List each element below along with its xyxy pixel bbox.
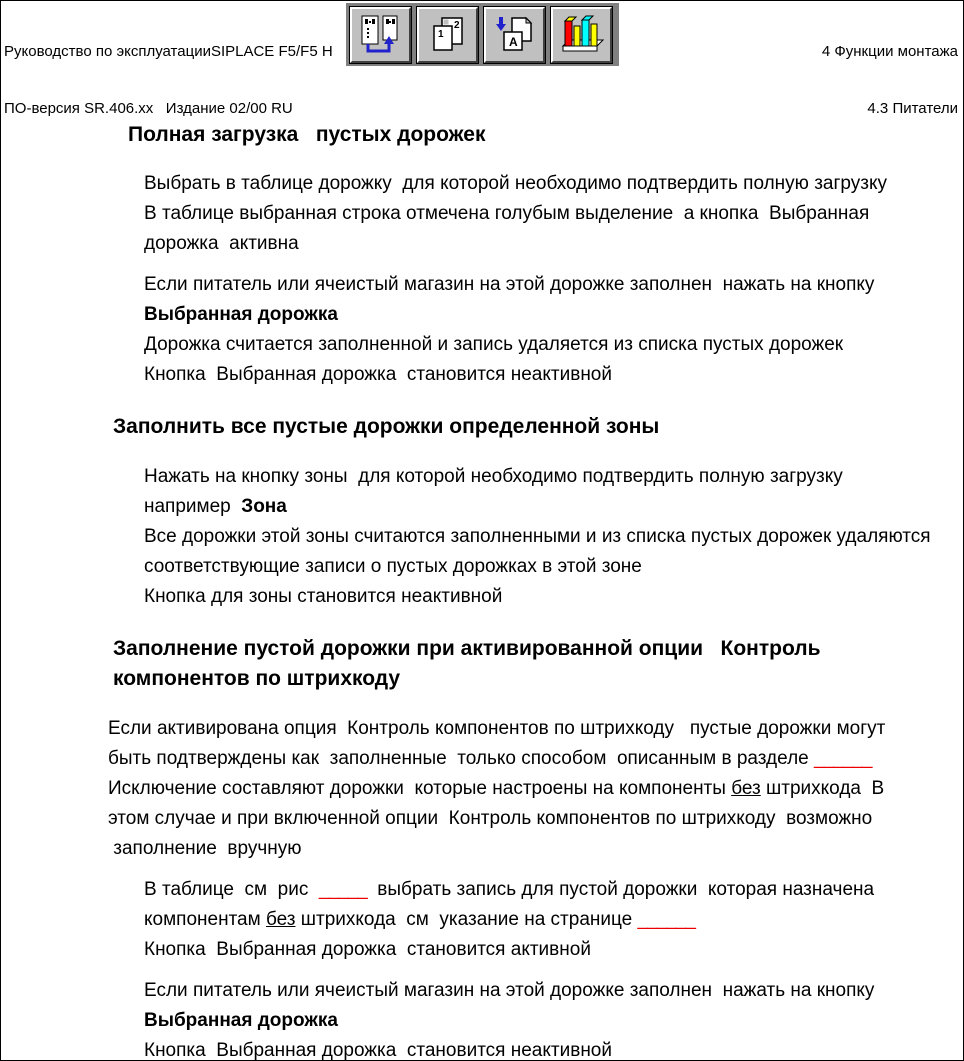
- bold-text: Выбранная дорожка: [144, 1010, 338, 1031]
- underlined-text: без: [731, 778, 761, 799]
- text-line: [108, 774, 963, 804]
- text-line: [144, 270, 963, 300]
- text-line: [144, 582, 963, 612]
- text-line: [108, 834, 963, 864]
- text-line: [113, 634, 963, 664]
- text-segment: В таблице см рис: [144, 879, 319, 900]
- sort-alpha-button[interactable]: [484, 7, 545, 63]
- text-segment: Заполнение пустой дорожки при активированной опции Контроль: [113, 637, 821, 660]
- text-segment: штрихкода см указание на странице: [295, 909, 638, 930]
- text-segment: Все дорожки этой зоны считаются заполненными и из списка пустых дорожек удаляются: [144, 526, 931, 547]
- text-line: [113, 412, 963, 442]
- svg-text:A: A: [508, 34, 518, 49]
- svg-text:2: 2: [453, 19, 460, 31]
- svg-text:1: 1: [437, 28, 444, 40]
- text-segment: быть подтверждены как заполненные только способом описанным в разделе: [108, 748, 815, 769]
- text-segment: этом случае и при включенной опции Контроль компонентов по штрихкоду возможно: [108, 808, 873, 829]
- text-segment: Выбрать в таблице дорожку для которой необходимо подтвердить полную загрузку: [144, 173, 887, 194]
- text-line: [108, 744, 963, 774]
- header-version: ПО-версия SR.406.xx Издание 02/00 RU: [4, 100, 293, 117]
- text-line: [144, 492, 963, 522]
- text-line: [144, 935, 963, 965]
- text-line: [144, 462, 963, 492]
- paragraph: [1, 976, 963, 1061]
- text-segment: Кнопка Выбранная дорожка становится активной: [144, 939, 591, 960]
- text-line: [144, 905, 963, 935]
- section-heading: [1, 634, 963, 694]
- text-line: [144, 229, 963, 259]
- books-icon: [559, 14, 605, 56]
- text-segment: заполнение вручную: [108, 838, 302, 859]
- paragraph: [1, 714, 963, 864]
- text-segment: например: [144, 496, 242, 517]
- text-line: [113, 664, 963, 694]
- header-title: Руководство по эксплуатацииSIPLACE F5/F5 H: [4, 43, 333, 60]
- text-line: [144, 300, 963, 330]
- text-segment: Если питатель или ячеистый магазин на этой дорожке заполнен нажать на кнопку: [144, 274, 875, 295]
- text-line: [144, 552, 963, 582]
- text-segment: Нажать на кнопку зоны для которой необходимо подтвердить полную загрузку: [144, 466, 843, 487]
- text-line: [144, 199, 963, 229]
- bold-text: Выбранная дорожка: [144, 304, 338, 325]
- header-chapter: 4 Функции монтажа: [821, 43, 958, 60]
- text-segment: соответствующие записи о пустых дорожках в этой зоне: [144, 556, 642, 577]
- text-segment: дорожка активна: [144, 233, 299, 254]
- feeder-transfer-icon: [358, 14, 404, 56]
- paragraph: [1, 270, 963, 390]
- feeder-transfer-button[interactable]: [350, 7, 411, 63]
- header-right: [822, 4, 958, 156]
- text-segment: Кнопка Выбранная дорожка становится неактивной: [144, 364, 612, 385]
- text-segment: выбрать запись для пустой дорожки которая назначена: [366, 879, 875, 900]
- text-segment: компонентам: [144, 909, 266, 930]
- text-segment: компонентов по штрихкоду: [113, 667, 401, 690]
- paragraph: [1, 462, 963, 612]
- text-segment: Заполнить все пустые дорожки определенной зоны: [113, 415, 660, 438]
- pages-copy-button[interactable]: [417, 7, 478, 63]
- text-line: [144, 976, 963, 1006]
- bold-text: Зона: [241, 496, 287, 517]
- text-segment: штрихкода В: [760, 778, 885, 799]
- paragraph: [1, 169, 963, 259]
- text-line: [144, 169, 963, 199]
- text-line: [144, 360, 963, 390]
- text-line: [108, 804, 963, 834]
- text-segment: Исключение составляют дорожки которые настроены на компоненты: [108, 778, 732, 799]
- text-segment: Кнопка Выбранная дорожка становится неактивной: [144, 1040, 612, 1061]
- toolbar: [346, 3, 619, 66]
- cross-reference-link[interactable]: ______: [637, 909, 695, 930]
- text-segment: Дорожка считается заполненной и запись удаляется из списка пустых дорожек: [144, 334, 844, 355]
- library-button[interactable]: [551, 7, 612, 63]
- text-line: [144, 875, 963, 905]
- cross-reference-link[interactable]: _____: [318, 879, 367, 900]
- text-line: [108, 714, 963, 744]
- text-segment: В таблице выбранная строка отмечена голубым выделение а кнопка Выбранная: [144, 203, 870, 224]
- pages-1-2-icon: [425, 14, 471, 56]
- text-segment: Полная загрузка пустых дорожек: [128, 123, 486, 146]
- header-section: 4.3 Питатели: [867, 100, 958, 117]
- cross-reference-link[interactable]: ______: [814, 748, 872, 769]
- underlined-text: без: [265, 909, 296, 930]
- pages-a-arrow-icon: [492, 14, 538, 56]
- text-segment: Кнопка для зоны становится неактивной: [144, 586, 503, 607]
- text-line: [144, 330, 963, 360]
- text-line: [144, 1006, 963, 1036]
- text-line: [144, 1036, 963, 1061]
- section-heading: [1, 412, 963, 442]
- paragraph: [1, 875, 963, 965]
- header-left: [4, 4, 333, 156]
- text-line: [144, 522, 963, 552]
- text-segment: Если питатель или ячеистый магазин на этой дорожке заполнен нажать на кнопку: [144, 980, 875, 1001]
- text-segment: Если активирована опция Контроль компонентов по штрихкоду пустые дорожки могут: [108, 718, 886, 739]
- document-body: [1, 1, 963, 1061]
